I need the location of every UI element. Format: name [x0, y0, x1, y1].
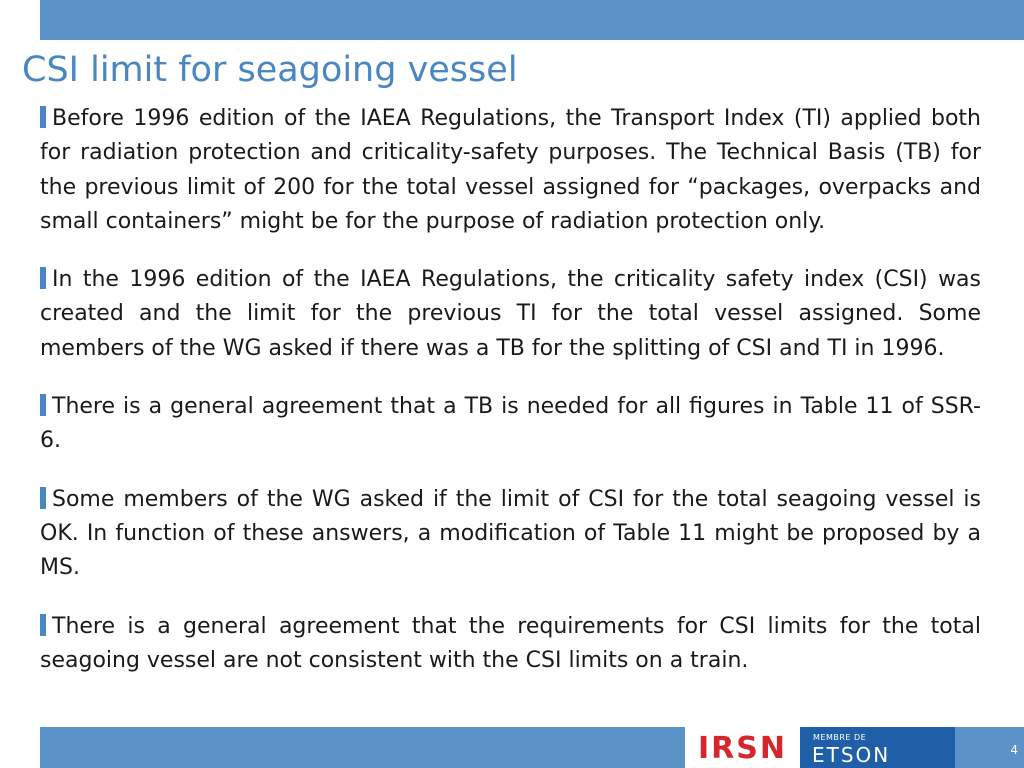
bullet-marker-icon [40, 394, 46, 416]
bullet-marker-icon [40, 614, 46, 636]
etson-logo-text: ETSON [812, 743, 891, 767]
bullet-marker-icon [40, 487, 46, 509]
bullet-marker-icon [40, 106, 46, 128]
paragraph-text: In the 1996 edition of the IAEA Regulations, the criticality safety index (CSI) was created and the limit for the previous TI for the total vessel assigned. Some members of the WG asked if there was a TB for the splitting of CSI and TI in 1996. [40, 267, 981, 361]
paragraph-text: Before 1996 edition of the IAEA Regulations, the Transport Index (TI) applied both for radiation protection and criticality-safety purposes. The Technical Basis (TB) for the previous limit of 200 for the total vessel assigned for “packages, overpacks and small containers” might be for the purpose of radiation protection only. [40, 106, 981, 234]
etson-logo [800, 727, 955, 768]
bullet-paragraph-4 [40, 483, 981, 586]
irsn-logo-text: IRSN [698, 731, 787, 766]
bullet-paragraph-1 [40, 102, 981, 239]
paragraph-text: There is a general agreement that a TB is needed for all figures in Table 11 of SSR-6. [40, 394, 981, 454]
bullet-paragraph-3 [40, 390, 981, 459]
etson-member-label: MEMBRE DE [813, 733, 867, 742]
paragraph-text: There is a general agreement that the requirements for CSI limits for the total seagoing vessel are not consistent with the CSI limits on a train. [40, 613, 981, 673]
paragraph-text: Some members of the WG asked if the limit of CSI for the total seagoing vessel is OK. In function of these answers, a modification of Table 11 might be proposed by a MS. [40, 486, 981, 581]
footer-band [40, 727, 685, 768]
irsn-logo [685, 727, 800, 768]
bullet-paragraph-2 [40, 263, 981, 366]
bullet-marker-icon [40, 267, 46, 289]
page-number: 4 [1010, 743, 1018, 757]
bullet-paragraph-5 [40, 610, 981, 679]
slide-content [40, 102, 981, 702]
header-band [40, 0, 1024, 40]
slide-title: CSI limit for seagoing vessel [22, 50, 518, 90]
